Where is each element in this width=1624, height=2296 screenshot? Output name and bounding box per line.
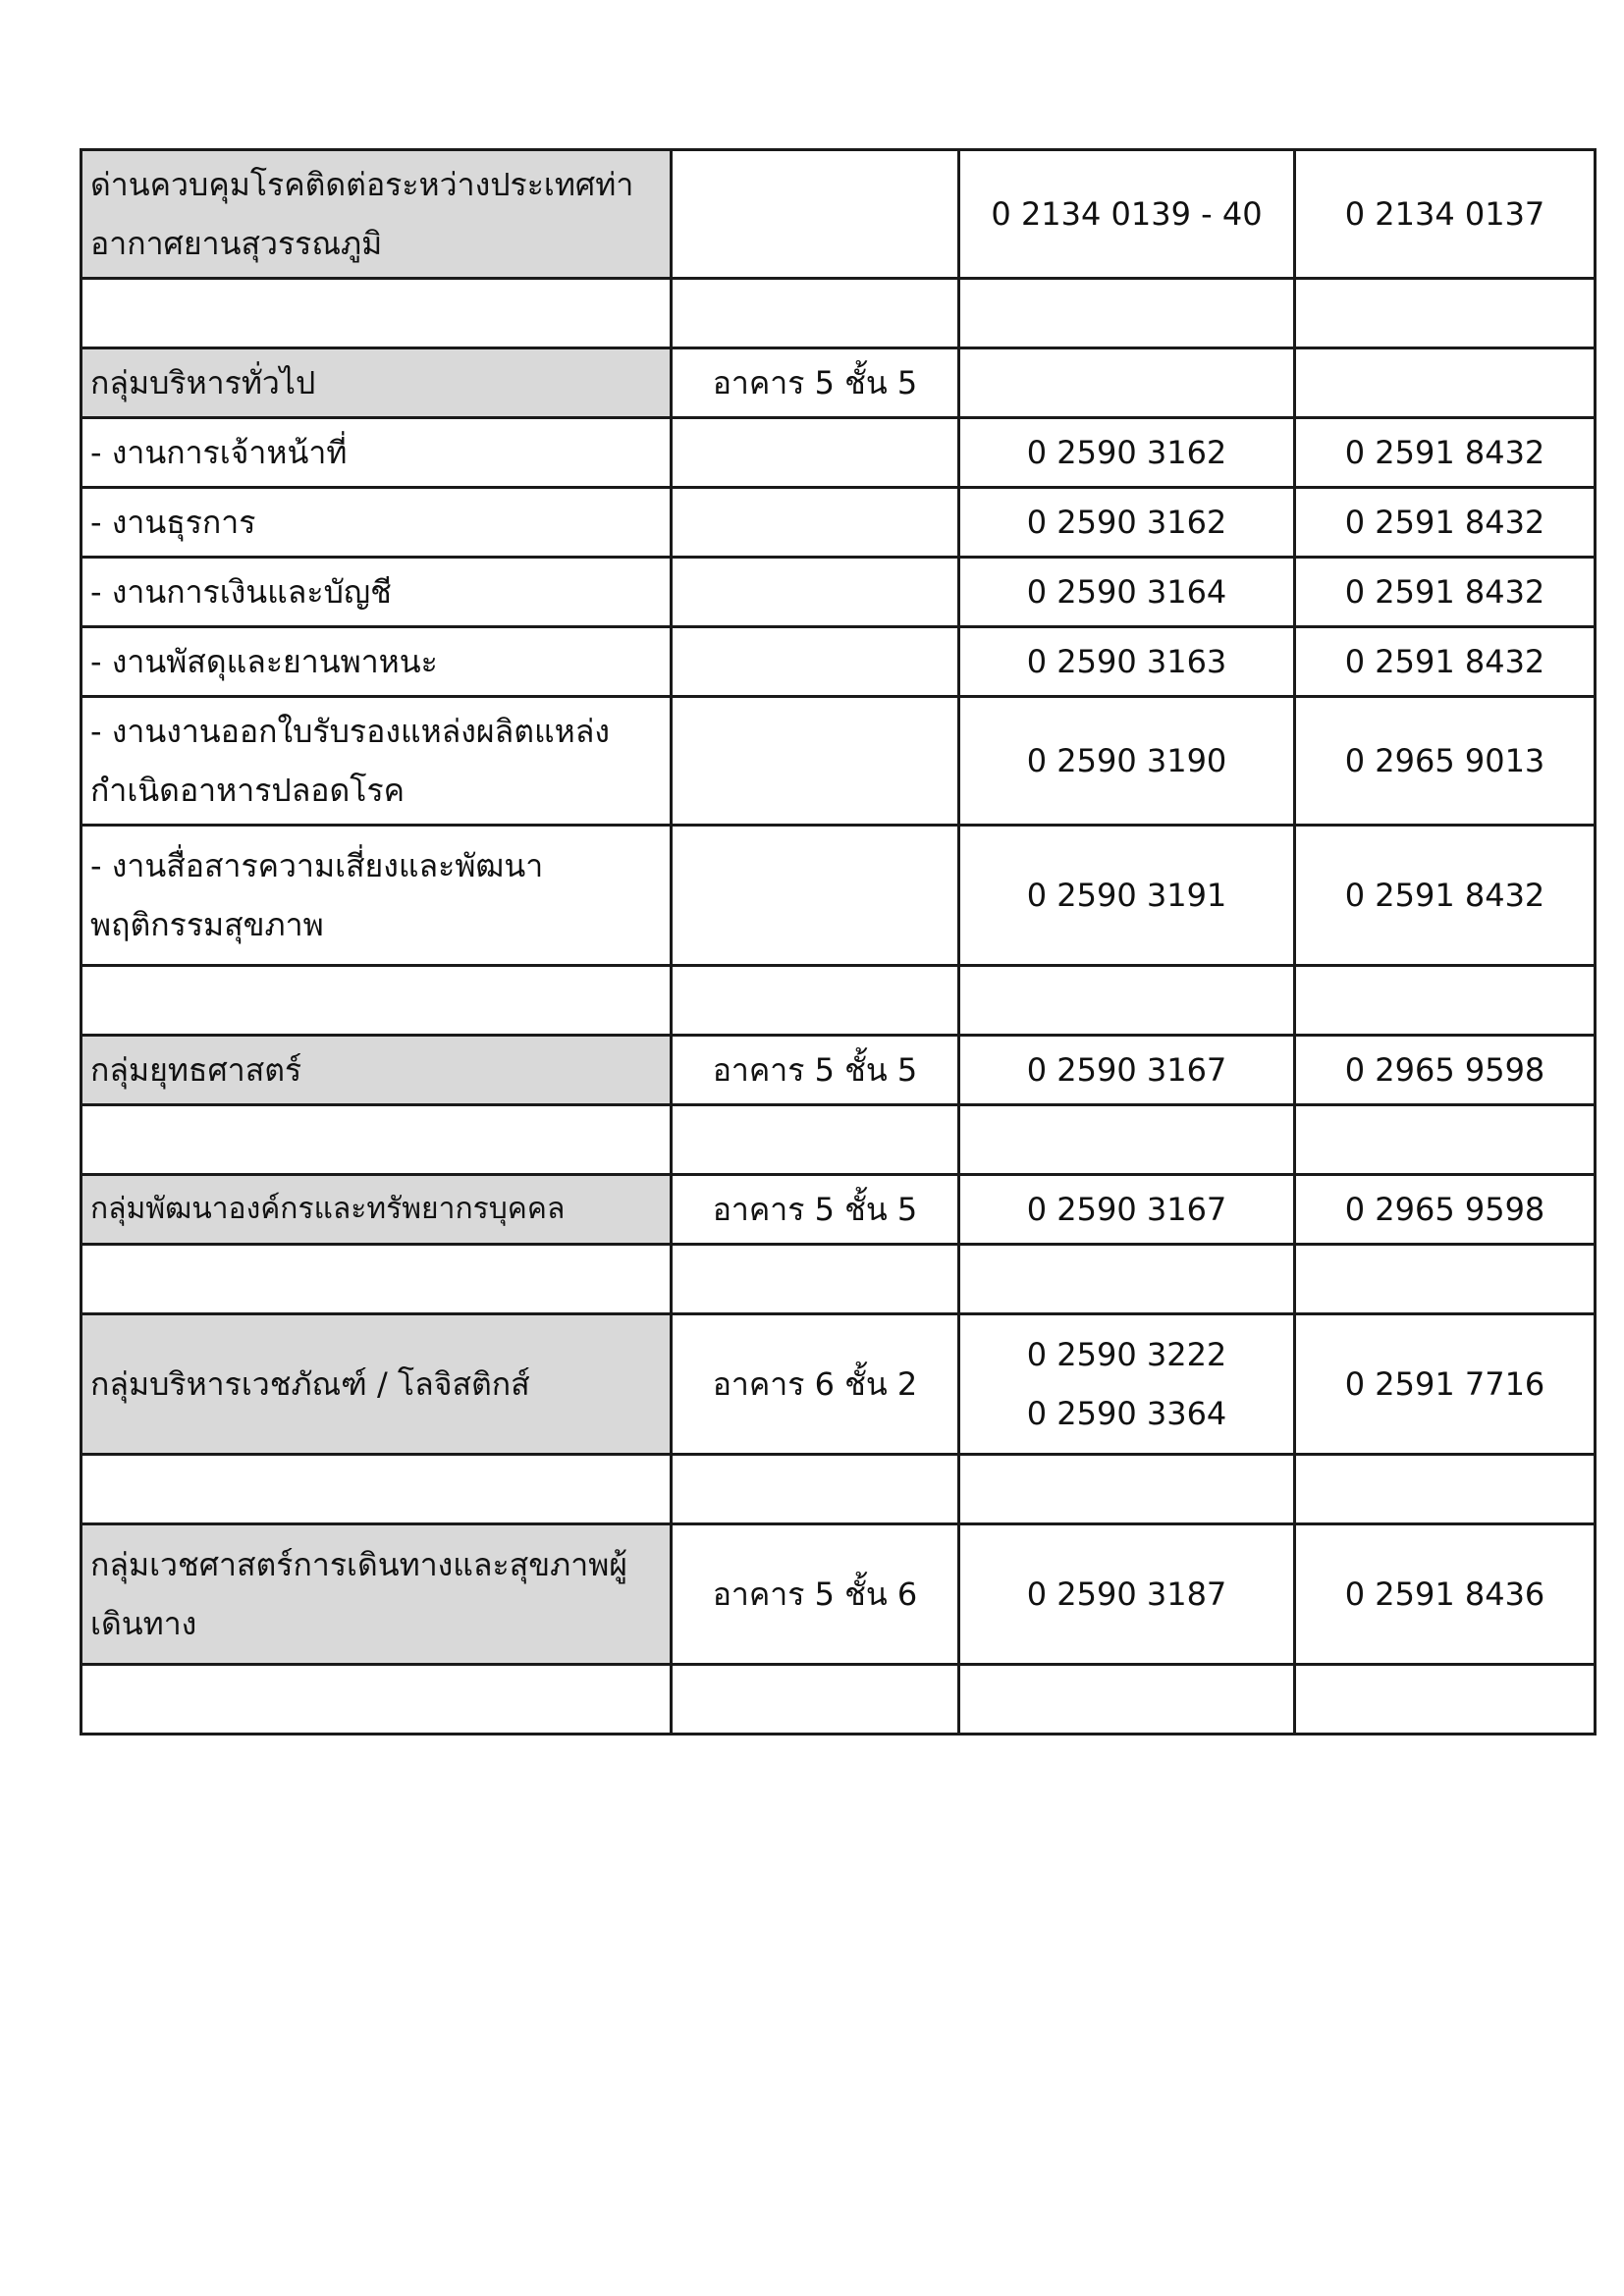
location-cell: อาคาร 5 ชั้น 5 [672,348,959,418]
phone-cell [959,1524,1295,1665]
fax-number: 0 2591 8432 [1344,643,1545,680]
table-row [81,1245,1596,1314]
location-cell: อาคาร 5 ชั้น 5 [672,1175,959,1245]
phone-cell [959,150,1295,279]
section-name: - งานสื่อสารความเสี่ยงและพัฒนาพฤติกรรมสุขภาพ [81,826,672,966]
fax-cell [1295,488,1596,558]
location-cell [672,488,959,558]
location-cell [672,1455,959,1524]
phone-cell [959,697,1295,826]
location-cell [672,150,959,279]
section-name: - งานพัสดุและยานพาหนะ [81,627,672,697]
phone-cell [959,966,1295,1036]
phone-cell [959,1105,1295,1175]
contact-directory-table [80,148,1597,1735]
phone-number: 0 2590 3163 [1026,643,1227,680]
phone-number: 0 2590 3167 [1026,1191,1227,1228]
department-name: กลุ่มพัฒนาองค์กรและทรัพยากรบุคคล [81,1175,672,1245]
phone-number: 0 2590 3187 [1026,1575,1227,1613]
table-row [81,1665,1596,1735]
phone-cell [959,1175,1295,1245]
table-row [81,558,1596,627]
fax-cell [1295,1105,1596,1175]
fax-cell [1295,348,1596,418]
location-cell: อาคาร 5 ชั้น 5 [672,1036,959,1105]
table-row [81,627,1596,697]
department-name [81,279,672,348]
table-row [81,966,1596,1036]
phone-number: 0 2590 3191 [1026,877,1227,914]
phone-number: 0 2590 3162 [1026,504,1227,541]
fax-number: 0 2591 8432 [1344,877,1545,914]
fax-cell [1295,558,1596,627]
fax-cell [1295,1665,1596,1735]
fax-cell [1295,279,1596,348]
fax-cell [1295,627,1596,697]
fax-cell [1295,1314,1596,1455]
fax-number: 0 2965 9013 [1344,742,1545,779]
fax-number: 0 2965 9598 [1344,1051,1545,1089]
fax-number: 0 2591 8436 [1344,1575,1545,1613]
location-cell: อาคาร 6 ชั้น 2 [672,1314,959,1455]
phone-number: 0 2134 0139 - 40 [991,195,1263,233]
table-row [81,697,1596,826]
department-name: กลุ่มบริหารเวชภัณฑ์ / โลจิสติกส์ [81,1314,672,1455]
location-cell [672,697,959,826]
fax-cell [1295,150,1596,279]
phone-number: 0 2590 3364 [1026,1395,1227,1432]
fax-number: 0 2965 9598 [1344,1191,1545,1228]
location-cell [672,1245,959,1314]
fax-cell [1295,966,1596,1036]
phone-cell [959,348,1295,418]
phone-cell [959,1314,1295,1455]
phone-cell [959,1245,1295,1314]
section-name: - งานการเงินและบัญชี [81,558,672,627]
fax-cell [1295,1175,1596,1245]
phone-number: 0 2590 3167 [1026,1051,1227,1089]
department-name [81,1665,672,1735]
location-cell [672,558,959,627]
phone-cell [959,627,1295,697]
table-row [81,1036,1596,1105]
phone-number: 0 2590 3162 [1026,434,1227,471]
department-name [81,1245,672,1314]
fax-cell [1295,1036,1596,1105]
phone-cell [959,488,1295,558]
location-cell [672,418,959,488]
phone-number: 0 2590 3190 [1026,742,1227,779]
location-cell [672,627,959,697]
phone-cell [959,418,1295,488]
department-name [81,1455,672,1524]
fax-cell [1295,1455,1596,1524]
location-cell [672,966,959,1036]
department-name: กลุ่มเวชศาสตร์การเดินทางและสุขภาพผู้เดินทาง [81,1524,672,1665]
fax-cell [1295,418,1596,488]
phone-cell [959,558,1295,627]
fax-number: 0 2591 8432 [1344,573,1545,611]
fax-cell [1295,1524,1596,1665]
location-cell [672,1665,959,1735]
table-row [81,150,1596,279]
location-cell: อาคาร 5 ชั้น 6 [672,1524,959,1665]
phone-cell [959,1036,1295,1105]
department-name: ด่านควบคุมโรคติดต่อระหว่างประเทศท่าอากาศยานสุวรรณภูมิ [81,150,672,279]
department-name [81,966,672,1036]
fax-number: 0 2591 8432 [1344,434,1545,471]
location-cell [672,826,959,966]
fax-number: 0 2134 0137 [1344,195,1545,233]
section-name: - งานงานออกใบรับรองแหล่งผลิตแหล่งกำเนิดอาหารปลอดโรค [81,697,672,826]
location-cell [672,279,959,348]
fax-cell [1295,826,1596,966]
phone-cell [959,279,1295,348]
department-name: กลุ่มบริหารทั่วไป [81,348,672,418]
fax-cell [1295,1245,1596,1314]
table-row [81,1455,1596,1524]
phone-number: 0 2590 3222 [1026,1336,1227,1373]
table-row [81,279,1596,348]
department-name [81,1105,672,1175]
section-name: - งานการเจ้าหน้าที่ [81,418,672,488]
phone-cell [959,826,1295,966]
phone-cell [959,1455,1295,1524]
section-name: - งานธุรการ [81,488,672,558]
fax-number: 0 2591 8432 [1344,504,1545,541]
table-row [81,826,1596,966]
location-cell [672,1105,959,1175]
table-row [81,1314,1596,1455]
fax-number: 0 2591 7716 [1344,1365,1545,1403]
fax-cell [1295,697,1596,826]
department-name: กลุ่มยุทธศาสตร์ [81,1036,672,1105]
table-row [81,1524,1596,1665]
table-row [81,418,1596,488]
table-row [81,1105,1596,1175]
phone-number: 0 2590 3164 [1026,573,1227,611]
table-row [81,488,1596,558]
table-row [81,348,1596,418]
phone-cell [959,1665,1295,1735]
table-row [81,1175,1596,1245]
